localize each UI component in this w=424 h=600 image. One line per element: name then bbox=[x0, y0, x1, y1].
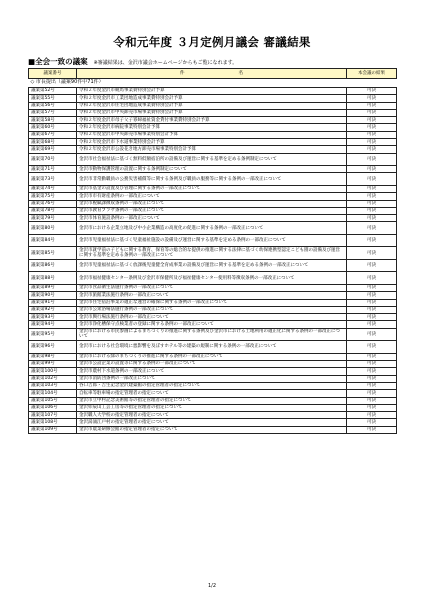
document-title: 令和元年度 ３月定例月議会 審議結果 bbox=[113, 35, 311, 49]
table-row bbox=[29, 234, 397, 247]
row-result: 可決 bbox=[347, 95, 397, 102]
row-name: 令和２年度金沢市住宅団地造成事業費特別会計予算 bbox=[77, 102, 347, 109]
row-result: 可決 bbox=[347, 404, 397, 411]
table-row bbox=[29, 390, 397, 397]
row-result: 可決 bbox=[347, 247, 397, 260]
table-row bbox=[29, 306, 397, 313]
row-name: 金沢市福祉健康センター条例及び金沢市保健所及び福祉健康センター使用料等徴収条例の一部改正について bbox=[77, 272, 347, 285]
table-row bbox=[29, 166, 397, 173]
header-result: 本会議の結果 bbox=[347, 69, 397, 79]
row-number: 議案第108号 bbox=[29, 419, 77, 426]
row-number: 議案第92号 bbox=[29, 306, 77, 313]
row-result: 可決 bbox=[347, 193, 397, 200]
table-row bbox=[29, 299, 397, 306]
table-row bbox=[29, 341, 397, 354]
row-name: 金沢市住宅宿泊事業の適正な運営の確保に関する条例の一部改正について bbox=[77, 299, 347, 306]
row-number: 議案第104号 bbox=[29, 390, 77, 397]
table-body bbox=[29, 79, 397, 434]
table-row bbox=[29, 215, 397, 222]
row-name: 令和２年度金沢市競馬事業費特別会計予算 bbox=[77, 88, 347, 95]
table-row bbox=[29, 353, 397, 360]
table-row bbox=[29, 139, 397, 146]
row-result: 可決 bbox=[347, 412, 397, 419]
row-name: 令和２年度金沢市中央卸売市場事業費特別会計予算 bbox=[77, 109, 347, 116]
row-result: 可決 bbox=[347, 353, 397, 360]
row-result: 可決 bbox=[347, 299, 397, 306]
table-row bbox=[29, 153, 397, 166]
row-result: 可決 bbox=[347, 382, 397, 389]
row-number: 議案第86号 bbox=[29, 259, 77, 272]
row-result: 可決 bbox=[347, 234, 397, 247]
row-name: 金沢市における市民参画によるまちづくりの推進に関する条例及び金沢市における土地利用の適正化に関する条例の一部改正について bbox=[77, 328, 347, 341]
row-name: 金沢職人大学校の指定管理者の指定について bbox=[77, 412, 347, 419]
row-result: 可決 bbox=[347, 117, 397, 124]
row-result: 可決 bbox=[347, 146, 397, 153]
row-number: 議案第84号 bbox=[29, 234, 77, 247]
row-result: 可決 bbox=[347, 173, 397, 186]
table-row bbox=[29, 185, 397, 192]
row-name: 金沢湯涌江戸村の指定管理者の指定について bbox=[77, 419, 347, 426]
table-row bbox=[29, 207, 397, 214]
row-number: 議案第52号 bbox=[29, 88, 77, 95]
table-row bbox=[29, 382, 397, 389]
row-name: 金沢市児童福祉法に基づく児童福祉施設の設備及び運営に関する基準を定める条例の一部改正について bbox=[77, 234, 347, 247]
row-number: 議案第88号 bbox=[29, 272, 77, 285]
table-row bbox=[29, 247, 397, 260]
header-number: 議案番号 bbox=[29, 69, 77, 79]
table-row bbox=[29, 200, 397, 207]
row-name: 金沢市における緑のまちづくりの推進に関する条例の一部改正について bbox=[77, 353, 347, 360]
row-number: 議案第56号 bbox=[29, 102, 77, 109]
row-result: 可決 bbox=[347, 306, 397, 313]
row-name: 令和２年度金沢市下水道事業特別会計予算 bbox=[77, 139, 347, 146]
header-name: 件 名 bbox=[77, 69, 347, 79]
row-number: 議案第100号 bbox=[29, 368, 77, 375]
row-number: 議案第85号 bbox=[29, 247, 77, 260]
row-result: 可決 bbox=[347, 361, 397, 368]
row-number: 議案第107号 bbox=[29, 412, 77, 419]
row-name: 金沢市農村下水道条例の一部改正について bbox=[77, 368, 347, 375]
row-name: 金沢市教育プラザ条例の一部改正について bbox=[77, 207, 347, 214]
row-number: 議案第73号 bbox=[29, 173, 77, 186]
row-number: 議案第57号 bbox=[29, 109, 77, 116]
group-label-row bbox=[29, 79, 397, 88]
table-row bbox=[29, 375, 397, 382]
row-result: 可決 bbox=[347, 124, 397, 131]
row-name: 金沢市体育施設条例の一部改正について bbox=[77, 215, 347, 222]
row-number: 議案第67号 bbox=[29, 131, 77, 138]
row-name: 谷口吉郎・吉生記念金沢建築館の指定管理者の指定について bbox=[77, 382, 347, 389]
row-result: 可決 bbox=[347, 375, 397, 382]
row-number: 議案第93号 bbox=[29, 314, 77, 321]
row-result: 可決 bbox=[347, 200, 397, 207]
table-row bbox=[29, 109, 397, 116]
table-row bbox=[29, 328, 397, 341]
row-result: 可決 bbox=[347, 102, 397, 109]
row-name: 金沢市基金の設置及び管理に関する条例の一部改正について bbox=[77, 185, 347, 192]
row-result: 可決 bbox=[347, 185, 397, 192]
table-row bbox=[29, 404, 397, 411]
row-name: 金沢市非常勤職員の公務災害補償等に関する条例及び職員の服務等に関する条例の一部改正について bbox=[77, 173, 347, 186]
row-number: 議案第70号 bbox=[29, 153, 77, 166]
row-result: 可決 bbox=[347, 419, 397, 426]
row-name: 金沢市社会福祉法に基づく無料低額宿泊所の設備及び運営に関する基準を定める条例制定について bbox=[77, 153, 347, 166]
row-name: 金沢市税賦課徴収条例の一部改正について bbox=[77, 200, 347, 207]
row-name: 金沢市浄化槽保守点検業者の登録に関する条例の一部改正について bbox=[77, 321, 347, 328]
table-row bbox=[29, 419, 397, 426]
row-result: 可決 bbox=[347, 341, 397, 354]
page-number: 1/2 bbox=[207, 583, 217, 589]
row-result: 可決 bbox=[347, 284, 397, 291]
table-row bbox=[29, 412, 397, 419]
row-name: 金沢市興行場法施行条例の一部改正について bbox=[77, 314, 347, 321]
table-row bbox=[29, 314, 397, 321]
row-name: 金沢市児童福祉法に基づく放課後児童健全育成事業の設備及び運営に関する基準を定める条例の一部改正について bbox=[77, 259, 347, 272]
row-name: 金沢市就学前の子どもに関する教育、保育等の総合的な提供の推進に関する法律に基づく幼保連携型認定こども園の設備及び運営に関する基準を定める条例の一部改正について bbox=[77, 247, 347, 260]
table-row bbox=[29, 193, 397, 200]
row-name: 金沢市公設企業の設置等に関する条例の一部改正について bbox=[77, 361, 347, 368]
row-result: 可決 bbox=[347, 153, 397, 166]
table-row bbox=[29, 146, 397, 153]
row-name: 金沢市立中村記念美術館等の指定管理者の指定について bbox=[77, 397, 347, 404]
row-number: 議案第99号 bbox=[29, 361, 77, 368]
row-result: 可決 bbox=[347, 222, 397, 235]
row-name: 令和２年度金沢市工業団地造成事業費特別会計予算 bbox=[77, 95, 347, 102]
row-name: 自転車等駐車場の指定管理者の指定について bbox=[77, 390, 347, 397]
table-row bbox=[29, 173, 397, 186]
row-name: 金沢市農業研修会館の指定管理者の指定について bbox=[77, 426, 347, 433]
row-result: 可決 bbox=[347, 109, 397, 116]
row-result: 可決 bbox=[347, 397, 397, 404]
row-number: 議案第103号 bbox=[29, 382, 77, 389]
row-name: 金沢市消防団条例の一部改正について bbox=[77, 375, 347, 382]
row-number: 議案第74号 bbox=[29, 185, 77, 192]
row-name: 金沢市旅館業法施行条例の一部改正について bbox=[77, 292, 347, 299]
row-name: 令和２年度金沢市病院事業特別会計予算 bbox=[77, 124, 347, 131]
row-result: 可決 bbox=[347, 328, 397, 341]
row-name: 令和２年度金沢市公設花き地方卸売市場事業特別会計予算 bbox=[77, 146, 347, 153]
row-number: 議案第95号 bbox=[29, 328, 77, 341]
row-number: 議案第71号 bbox=[29, 166, 77, 173]
row-result: 可決 bbox=[347, 166, 397, 173]
row-number: 議案第76号 bbox=[29, 200, 77, 207]
row-number: 議案第55号 bbox=[29, 95, 77, 102]
section-heading: ■全会一致の議案 bbox=[28, 57, 88, 66]
row-number: 議案第106号 bbox=[29, 404, 77, 411]
row-number: 議案第91号 bbox=[29, 299, 77, 306]
row-number: 議案第105号 bbox=[29, 397, 77, 404]
row-result: 可決 bbox=[347, 131, 397, 138]
row-number: 議案第69号 bbox=[29, 146, 77, 153]
table-row bbox=[29, 284, 397, 291]
table-row bbox=[29, 259, 397, 272]
section-heading-line bbox=[28, 56, 237, 67]
row-result: 可決 bbox=[347, 272, 397, 285]
table-row bbox=[29, 95, 397, 102]
table-row bbox=[29, 368, 397, 375]
row-name: 金沢市における企業立地及び中小企業構造の高度化の促進に関する条例の一部改正について bbox=[77, 222, 347, 235]
row-number: 議案第90号 bbox=[29, 292, 77, 299]
row-number: 議案第79号 bbox=[29, 215, 77, 222]
row-name: 金沢市公衆浴場法施行条例の一部改正について bbox=[77, 306, 347, 313]
row-number: 議案第68号 bbox=[29, 139, 77, 146]
results-table bbox=[28, 68, 397, 434]
row-number: 議案第58号 bbox=[29, 117, 77, 124]
table-header-row bbox=[29, 69, 397, 79]
row-number: 議案第94号 bbox=[29, 321, 77, 328]
group-label: ◇ 市長提出（議案90件中71件） bbox=[29, 79, 397, 88]
row-result: 可決 bbox=[347, 139, 397, 146]
row-number: 議案第96号 bbox=[29, 341, 77, 354]
row-result: 可決 bbox=[347, 321, 397, 328]
row-number: 議案第98号 bbox=[29, 353, 77, 360]
row-number: 議案第80号 bbox=[29, 222, 77, 235]
row-result: 可決 bbox=[347, 426, 397, 433]
table-row bbox=[29, 88, 397, 95]
section-note: ※審議結果は、金沢市議会ホームページからもご覧になれます。 bbox=[93, 60, 238, 66]
table-row bbox=[29, 321, 397, 328]
row-result: 可決 bbox=[347, 207, 397, 214]
table-row bbox=[29, 361, 397, 368]
table-row bbox=[29, 426, 397, 433]
row-number: 議案第109号 bbox=[29, 426, 77, 433]
row-name: 金沢市市有財産条例の一部改正について bbox=[77, 193, 347, 200]
table-row bbox=[29, 397, 397, 404]
row-name: 令和２年度金沢市母子父子寡婦福祉資金貸付事業費特別会計予算 bbox=[77, 117, 347, 124]
row-number: 議案第78号 bbox=[29, 207, 77, 214]
table-row bbox=[29, 292, 397, 299]
row-name: 令和２年度金沢市中央卸売市場事業特別会計予算 bbox=[77, 131, 347, 138]
row-name: 金沢市における社会環境に悪影響を及ぼすホテル等の建築の規制に関する条例の一部改正について bbox=[77, 341, 347, 354]
row-result: 可決 bbox=[347, 368, 397, 375]
row-name: 金沢市動物保護管理の設置に関する条例制定について bbox=[77, 166, 347, 173]
row-number: 議案第75号 bbox=[29, 193, 77, 200]
table-row bbox=[29, 117, 397, 124]
row-result: 可決 bbox=[347, 292, 397, 299]
row-result: 可決 bbox=[347, 314, 397, 321]
row-number: 議案第60号 bbox=[29, 124, 77, 131]
row-result: 可決 bbox=[347, 88, 397, 95]
table-row bbox=[29, 272, 397, 285]
table-row bbox=[29, 131, 397, 138]
row-result: 可決 bbox=[347, 259, 397, 272]
row-number: 議案第89号 bbox=[29, 284, 77, 291]
row-number: 議案第102号 bbox=[29, 375, 77, 382]
row-result: 可決 bbox=[347, 215, 397, 222]
table-row bbox=[29, 124, 397, 131]
row-name: 金沢市食品衛生法施行条例の一部改正について bbox=[77, 284, 347, 291]
table-row bbox=[29, 222, 397, 235]
row-result: 可決 bbox=[347, 390, 397, 397]
row-name: 金沢卯辰山工芸工房等の指定管理者の指定について bbox=[77, 404, 347, 411]
table-row bbox=[29, 102, 397, 109]
